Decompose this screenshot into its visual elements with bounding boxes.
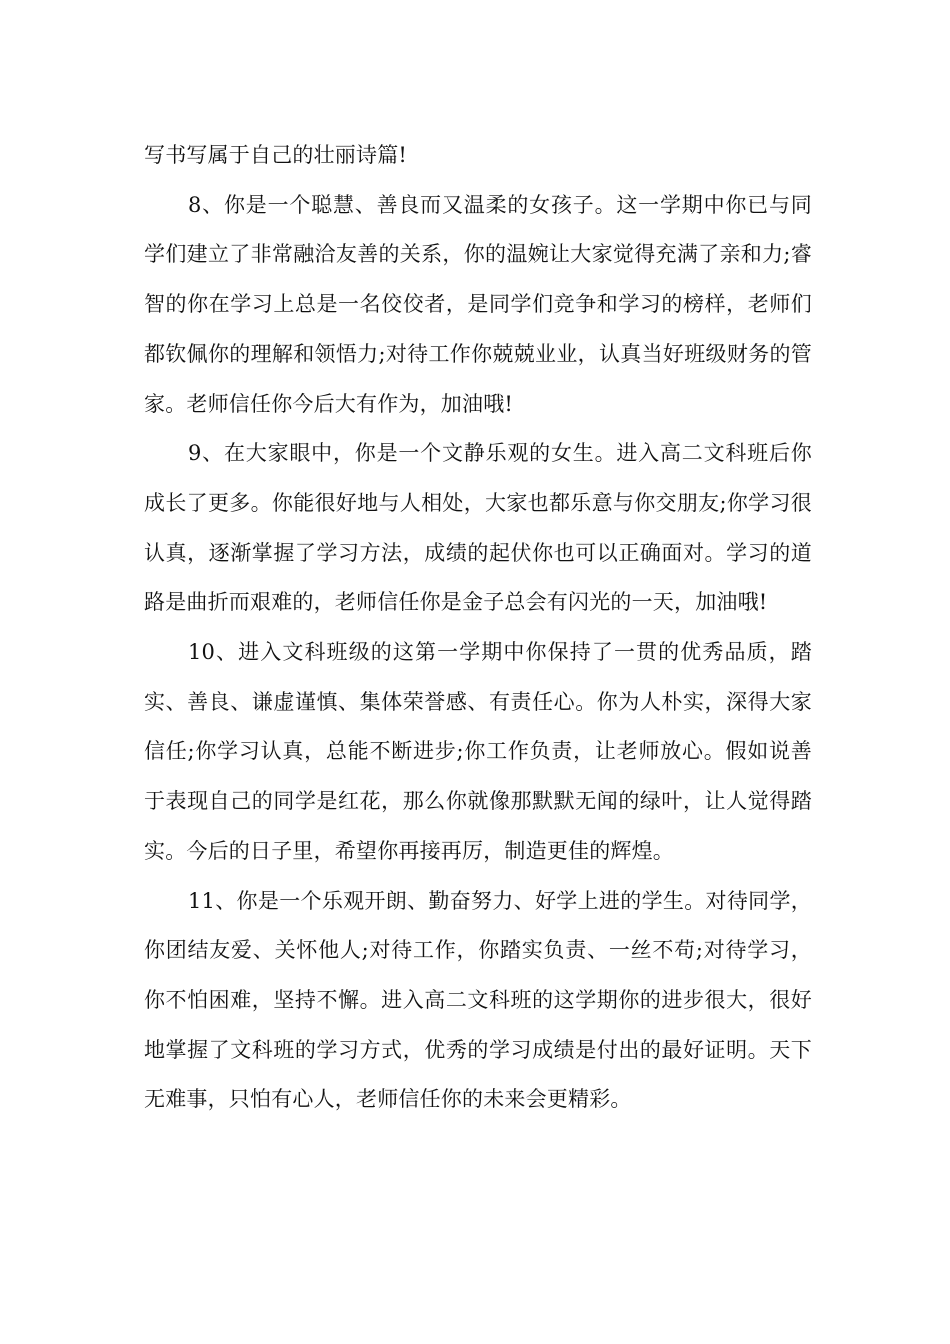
paragraph-comment-9: 9、在大家眼中，你是一个文静乐观的女生。进入高二文科班后你成长了更多。你能很好地与人相处，大家也都乐意与你交朋友;你学习很认真，逐渐掌握了学习方法，成绩的起伏你也可以正确面对。学习的道路是曲折而艰难的，老师信任你是金子总会有闪光的一天，加油哦!: [144, 441, 812, 615]
paragraph-comment-10: 10、进入文科班级的这第一学期中你保持了一贯的优秀品质，踏实、善良、谦虚谨慎、集体荣誉感、有责任心。你为人朴实，深得大家信任;你学习认真，总能不断进步;你工作负责，让老师放心。假如说善于表现自己的同学是红花，那么你就像那默默无闻的绿叶，让人觉得踏实。今后的日子里，希望你再接再厉，制造更佳的辉煌。: [144, 640, 812, 863]
document-body: [144, 131, 812, 1125]
paragraph-continuation: 写书写属于自己的壮丽诗篇!: [144, 143, 408, 167]
paragraph-comment-11: 11、你是一个乐观开朗、勤奋努力、好学上进的学生。对待同学，你团结友爱、关怀他人;对待工作，你踏实负责、一丝不苟;对待学习，你不怕困难，坚持不懈。进入高二文科班的这学期你的进步很大，很好地掌握了文科班的学习方式，优秀的学习成绩是付出的最好证明。天下无难事，只怕有心人，老师信任你的未来会更精彩。: [144, 888, 812, 1112]
paragraph-comment-8: 8、你是一个聪慧、善良而又温柔的女孩子。这一学期中你已与同学们建立了非常融洽友善的关系，你的温婉让大家觉得充满了亲和力;睿智的你在学习上总是一名佼佼者，是同学们竞争和学习的榜样，老师们都钦佩你的理解和领悟力;对待工作你兢兢业业，认真当好班级财务的管家。老师信任你今后大有作为，加油哦!: [144, 192, 812, 416]
